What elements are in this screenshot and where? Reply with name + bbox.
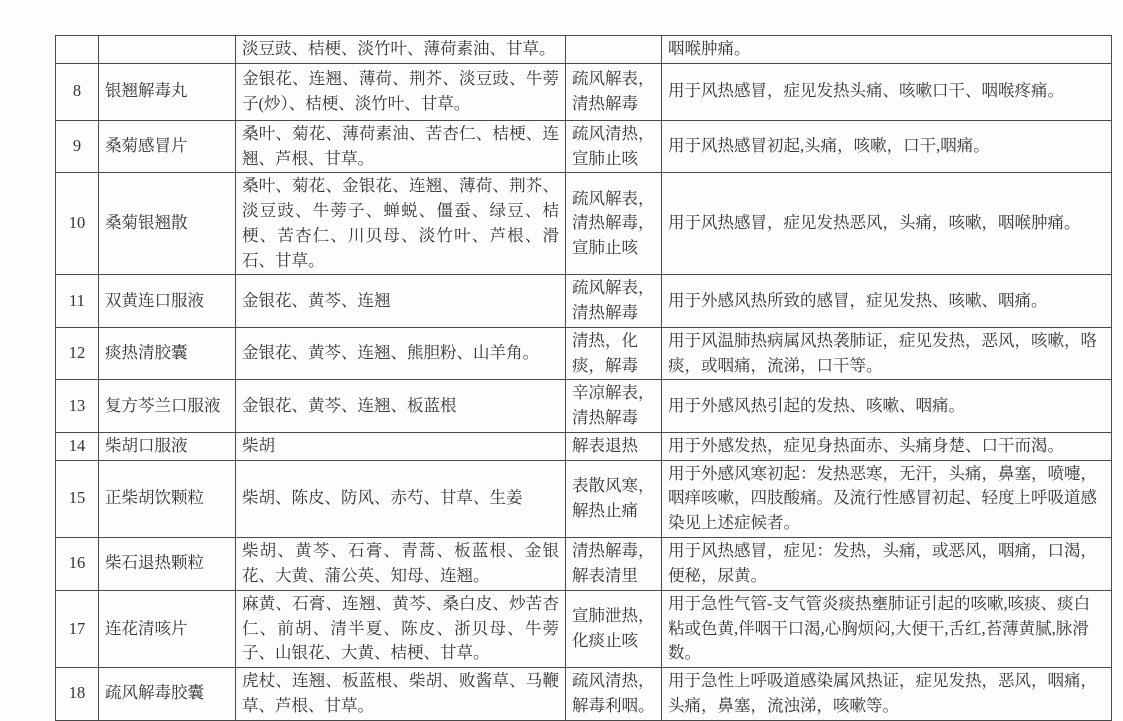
ingredients-cell: 麻黄、石膏、连翘、黄芩、桑白皮、炒苦杏仁、前胡、清半夏、陈皮、浙贝母、牛蒡子、山银花、大黄、桔梗、甘草。 <box>236 590 566 667</box>
functions-cell <box>566 36 662 64</box>
ingredients-cell: 柴胡、陈皮、防风、赤芍、甘草、生姜 <box>236 460 566 537</box>
row-number-cell: 11 <box>56 275 99 328</box>
ingredients-cell: 桑叶、菊花、薄荷素油、苦杏仁、桔梗、连翘、芦根、甘草。 <box>236 120 566 173</box>
functions-cell: 疏风清热，宣肺止咳 <box>566 120 662 173</box>
medicine-name-cell: 复方芩兰口服液 <box>99 380 236 433</box>
functions-cell: 宣肺泄热，化痰止咳 <box>566 590 662 667</box>
table-row <box>56 460 1112 537</box>
medicine-name-cell: 连花清咳片 <box>99 590 236 667</box>
medicine-name-cell <box>99 36 236 64</box>
indications-cell: 用于急性上呼吸道感染属风热证，症见发热，恶风，咽痛，头痛，鼻塞，流浊涕，咳嗽等。 <box>662 668 1112 721</box>
medicine-name-cell: 银翘解毒丸 <box>99 63 236 120</box>
table-row <box>56 537 1112 590</box>
table-row <box>56 380 1112 433</box>
indications-cell: 用于外感风热引起的发热、咳嗽、咽痛。 <box>662 380 1112 433</box>
indications-cell: 用于急性气管-支气管炎痰热壅肺证引起的咳嗽,咳痰、痰白粘或色黄,伴咽干口渴,心胸烦闷,大便干,舌红,苔薄黄腻,脉滑数。 <box>662 590 1112 667</box>
row-number-cell <box>56 36 99 64</box>
ingredients-cell: 淡豆豉、桔梗、淡竹叶、薄荷素油、甘草。 <box>236 36 566 64</box>
row-number-cell: 13 <box>56 380 99 433</box>
table-row <box>56 668 1112 721</box>
table-row <box>56 275 1112 328</box>
functions-cell: 表散风寒，解热止痛 <box>566 460 662 537</box>
functions-cell: 解表退热 <box>566 432 662 460</box>
functions-cell: 疏风解表，清热解毒，宣肺止咳 <box>566 173 662 275</box>
functions-cell: 清热解毒，解表清里 <box>566 537 662 590</box>
row-number-cell: 16 <box>56 537 99 590</box>
ingredients-cell: 金银花、黄芩、连翘 <box>236 275 566 328</box>
ingredients-cell: 柴胡 <box>236 432 566 460</box>
row-number-cell: 18 <box>56 668 99 721</box>
indications-cell: 用于风温肺热病属风热袭肺证，症见发热，恶风，咳嗽，咯痰，或咽痛，流涕，口干等。 <box>662 327 1112 380</box>
medicine-table <box>55 35 1112 721</box>
indications-cell: 咽喉肿痛。 <box>662 36 1112 64</box>
row-number-cell: 10 <box>56 173 99 275</box>
medicine-table-body <box>56 36 1112 721</box>
indications-cell: 用于风热感冒，症见发热头痛、咳嗽口干、咽喉疼痛。 <box>662 63 1112 120</box>
ingredients-cell: 虎杖、连翘、板蓝根、柴胡、败酱草、马鞭草、芦根、甘草。 <box>236 668 566 721</box>
table-row <box>56 327 1112 380</box>
indications-cell: 用于外感风寒初起：发热恶寒，无汗，头痛，鼻塞，喷嚏，咽痒咳嗽，四肢酸痛。及流行性感冒初起、轻度上呼吸道感染见上述症候者。 <box>662 460 1112 537</box>
ingredients-cell: 柴胡、黄芩、石膏、青蒿、板蓝根、金银花、大黄、蒲公英、知母、连翘。 <box>236 537 566 590</box>
indications-cell: 用于风热感冒初起,头痛，咳嗽，口干,咽痛。 <box>662 120 1112 173</box>
document-page <box>55 35 1111 721</box>
indications-cell: 用于风热感冒，症见发热恶风，头痛，咳嗽，咽喉肿痛。 <box>662 173 1112 275</box>
functions-cell: 疏风解表，清热解毒 <box>566 63 662 120</box>
medicine-name-cell: 桑菊感冒片 <box>99 120 236 173</box>
table-row <box>56 36 1112 64</box>
row-number-cell: 17 <box>56 590 99 667</box>
functions-cell: 清热，化痰，解毒 <box>566 327 662 380</box>
medicine-name-cell: 正柴胡饮颗粒 <box>99 460 236 537</box>
ingredients-cell: 金银花、黄芩、连翘、板蓝根 <box>236 380 566 433</box>
medicine-name-cell: 痰热清胶囊 <box>99 327 236 380</box>
table-row <box>56 120 1112 173</box>
functions-cell: 疏风清热，解毒利咽。 <box>566 668 662 721</box>
ingredients-cell: 桑叶、菊花、金银花、连翘、薄荷、荆芥、淡豆豉、牛蒡子、蝉蜕、僵蚕、绿豆、桔梗、苦杏仁、川贝母、淡竹叶、芦根、滑石、甘草。 <box>236 173 566 275</box>
indications-cell: 用于外感风热所致的感冒，症见发热、咳嗽、咽痛。 <box>662 275 1112 328</box>
table-row <box>56 432 1112 460</box>
medicine-name-cell: 疏风解毒胶囊 <box>99 668 236 721</box>
table-row <box>56 590 1112 667</box>
row-number-cell: 15 <box>56 460 99 537</box>
medicine-name-cell: 桑菊银翘散 <box>99 173 236 275</box>
row-number-cell: 9 <box>56 120 99 173</box>
functions-cell: 疏风解表，清热解毒 <box>566 275 662 328</box>
row-number-cell: 8 <box>56 63 99 120</box>
indications-cell: 用于风热感冒，症见：发热，头痛，或恶风，咽痛，口渴，便秘，尿黄。 <box>662 537 1112 590</box>
row-number-cell: 12 <box>56 327 99 380</box>
indications-cell: 用于外感发热，症见身热面赤、头痛身楚、口干而渴。 <box>662 432 1112 460</box>
medicine-name-cell: 柴胡口服液 <box>99 432 236 460</box>
functions-cell: 辛凉解表，清热解毒 <box>566 380 662 433</box>
medicine-name-cell: 柴石退热颗粒 <box>99 537 236 590</box>
table-row <box>56 63 1112 120</box>
table-row <box>56 173 1112 275</box>
row-number-cell: 14 <box>56 432 99 460</box>
medicine-name-cell: 双黄连口服液 <box>99 275 236 328</box>
ingredients-cell: 金银花、连翘、薄荷、荆芥、淡豆豉、牛蒡子(炒）、桔梗、淡竹叶、甘草。 <box>236 63 566 120</box>
ingredients-cell: 金银花、黄芩、连翘、熊胆粉、山羊角。 <box>236 327 566 380</box>
